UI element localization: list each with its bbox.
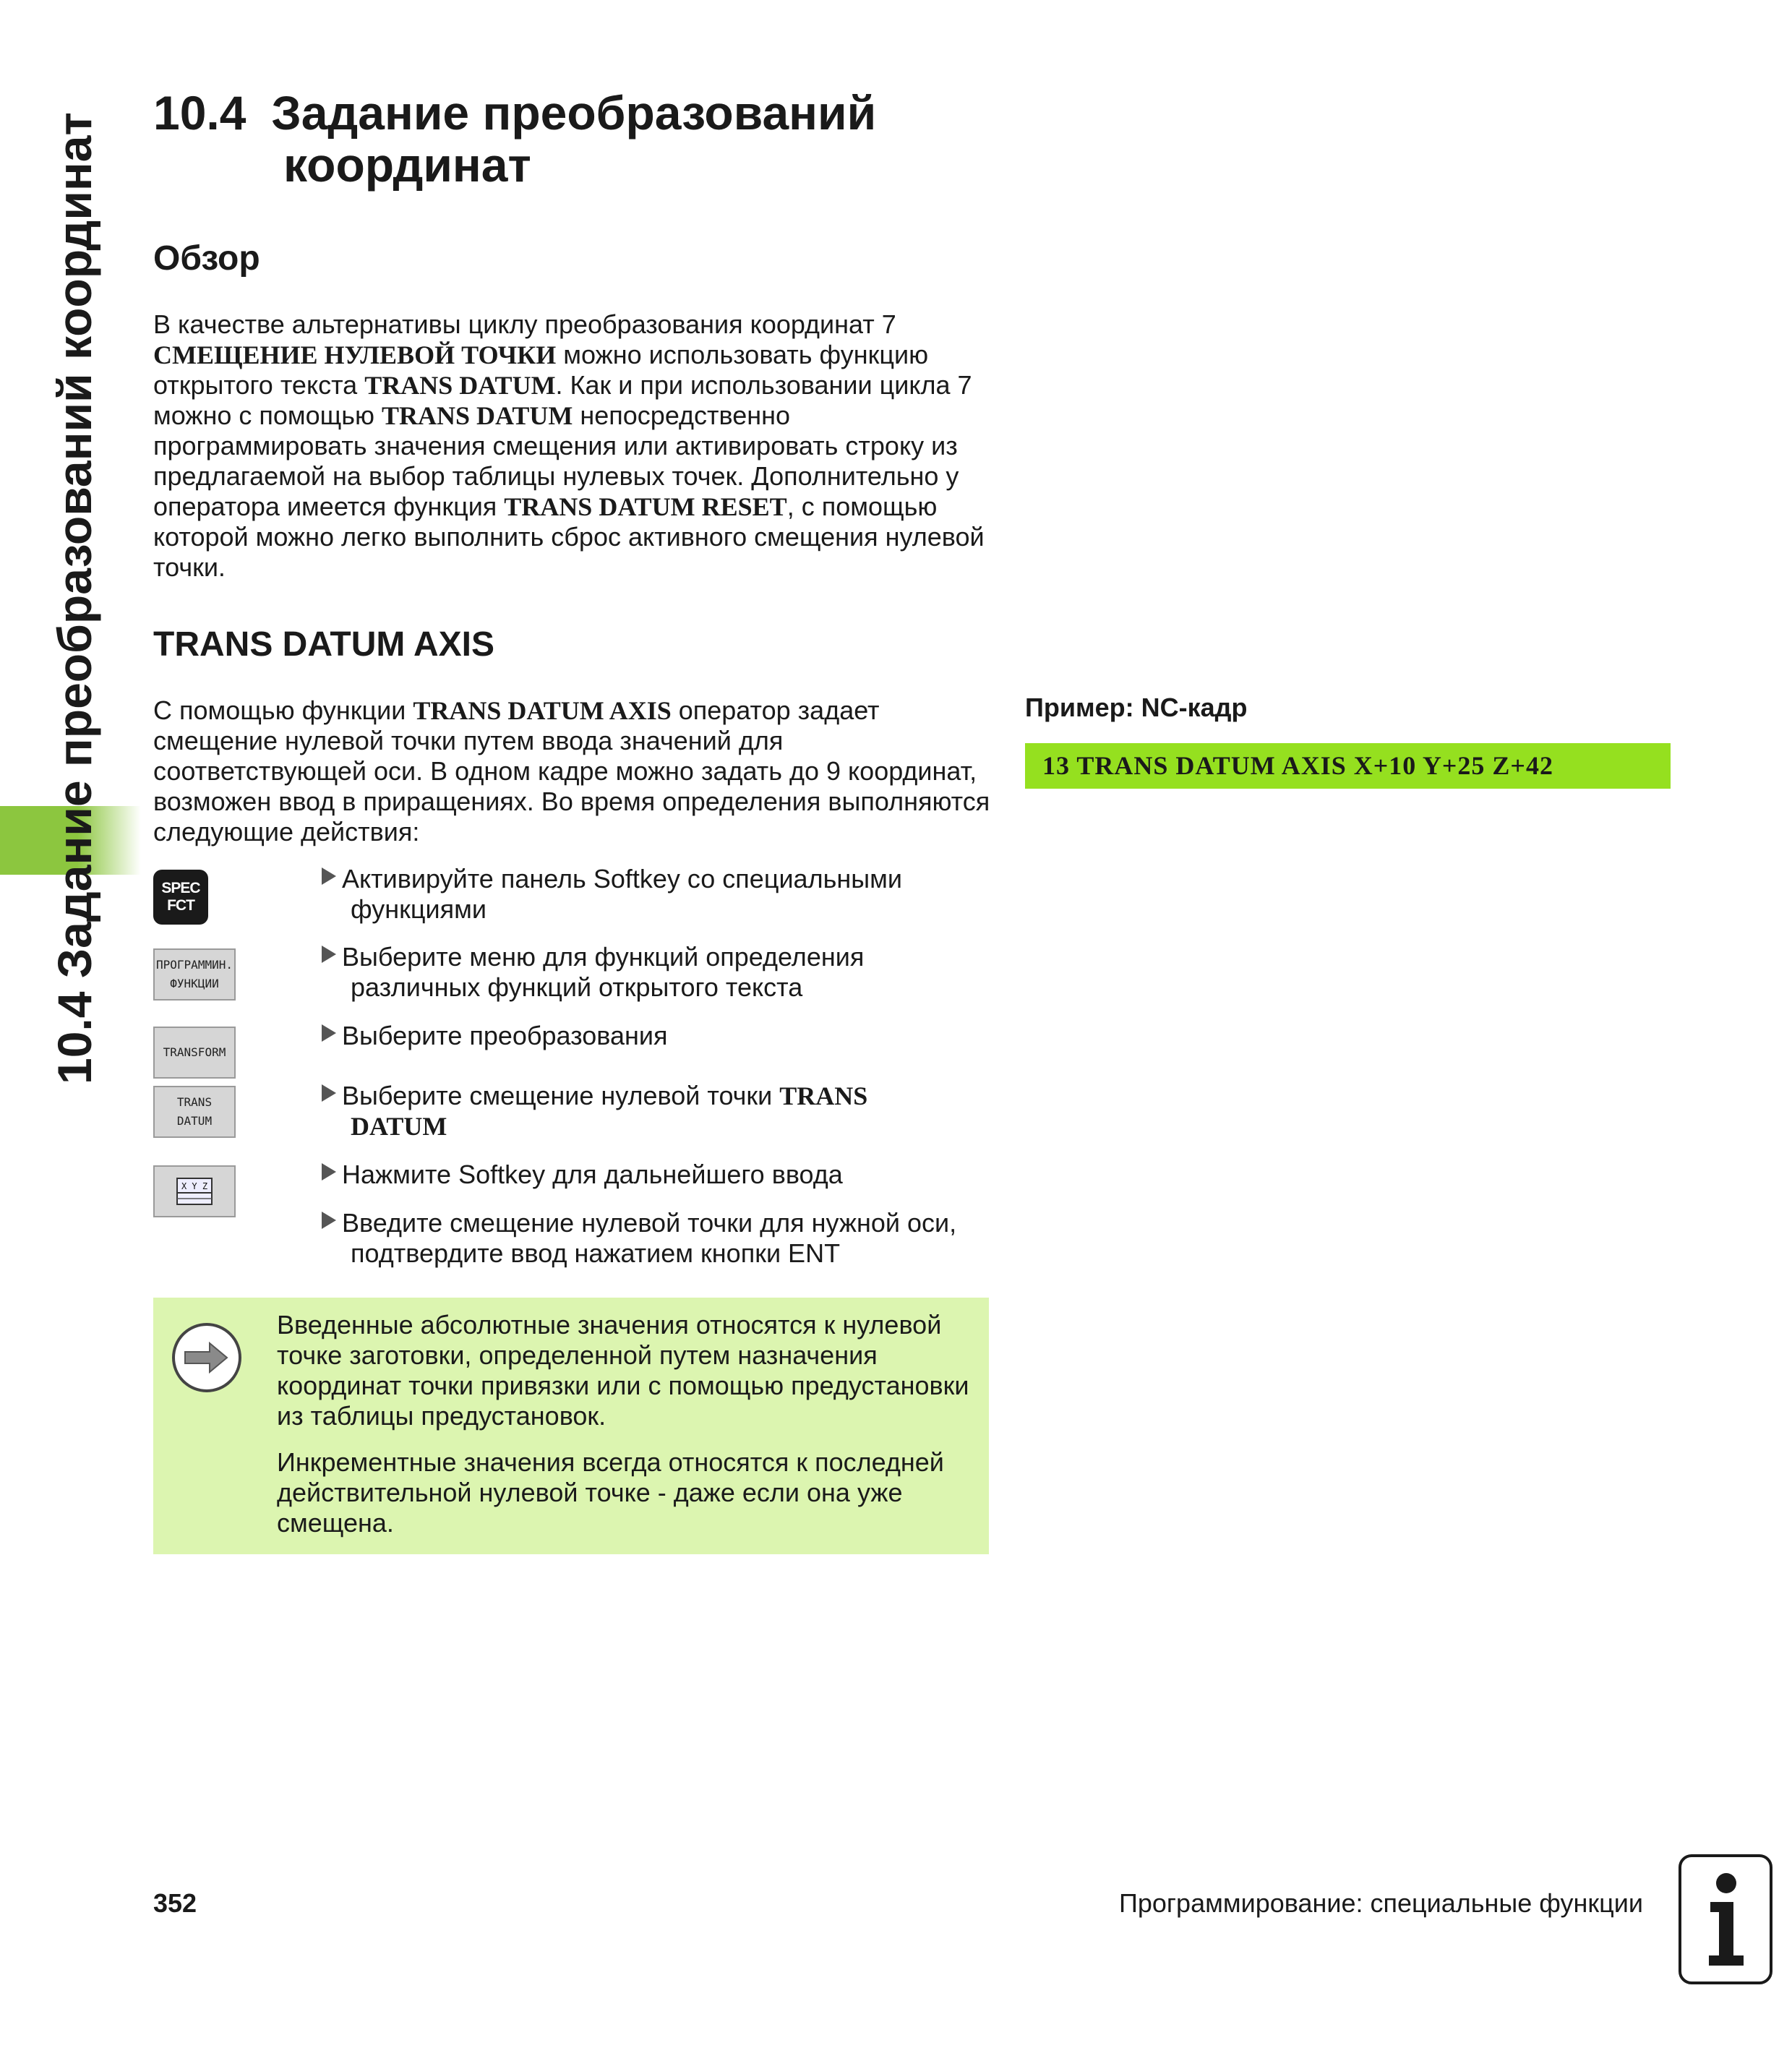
side-chapter-title: 10.4 Задание преобразований координат: [48, 112, 101, 1084]
transform-softkey[interactable]: [153, 1027, 236, 1079]
step-text: различных функций открытого текста: [351, 972, 803, 1002]
text-run: С помощью функции: [153, 695, 413, 725]
step-text: Выберите смещение нулевой точки: [342, 1081, 780, 1110]
triangle-right-icon: [322, 1084, 336, 1102]
step-text: Выберите преобразования: [342, 1021, 668, 1050]
triangle-right-icon: [322, 867, 336, 885]
step-text: Нажмите Softkey для дальнейшего ввода: [342, 1160, 843, 1189]
key-label: TRANSFORM: [163, 1045, 226, 1059]
text-run-bold: TRANS DATUM RESET: [504, 492, 787, 521]
triangle-right-icon: [322, 1024, 336, 1042]
step-4: [322, 1081, 1001, 1141]
spec-fct-key[interactable]: [153, 870, 208, 925]
step-text: Активируйте панель Softkey со специальными: [342, 864, 902, 894]
text-run: В качестве альтернативы циклу преобразования координат 7: [153, 309, 896, 339]
note-paragraph-1: Введенные абсолютные значения относятся к нулевой точке заготовки, определенной путем назначения координат точки привязки или с помощью предустановки из таблицы предустановок.: [277, 1310, 969, 1431]
note-paragraph-2: Инкрементные значения всегда относятся к последней действительной нулевой точке - даже если она уже смещена.: [277, 1447, 944, 1538]
key-label: X Y Z: [181, 1181, 208, 1191]
footer-title: Программирование: специальные функции: [1119, 1888, 1643, 1918]
trans-datum-axis-heading: TRANS DATUM AXIS: [153, 625, 494, 664]
key-label: SPEC: [161, 880, 200, 896]
step-text-bold: DATUM: [351, 1112, 447, 1141]
xyz-softkey[interactable]: [153, 1165, 236, 1217]
text-run: , с помощью которой можно легко выполнить сброс активного смещения нулевой точки.: [153, 492, 985, 582]
program-functions-softkey[interactable]: [153, 948, 236, 1001]
step-text: подтвердите ввод нажатием кнопки ENT: [351, 1238, 841, 1268]
chapter-number: 10.4: [153, 86, 246, 140]
text-run-bold: TRANS DATUM: [364, 371, 556, 400]
text-run: . Как и при использовании цикла 7 можно с помощью: [153, 370, 972, 430]
chapter-title-line1: Задание преобразований: [271, 86, 877, 140]
key-label: FCT: [167, 897, 194, 914]
step-1: [322, 864, 1001, 925]
text-run-bold: TRANS DATUM AXIS: [413, 696, 672, 725]
step-2: [322, 942, 1001, 1003]
text-run-bold: TRANS DATUM: [382, 401, 573, 430]
triangle-right-icon: [322, 1212, 336, 1229]
step-text-bold: TRANS: [779, 1081, 868, 1110]
step-text: функциями: [351, 894, 486, 924]
text-run: непосредственно программировать значения смещения или активировать строку из предлагаемой на выбор таблицы нулевых точек. Дополнительно у оператора имеется функция: [153, 400, 959, 521]
text-run: можно использовать функцию открытого текста: [153, 340, 929, 400]
step-5: [322, 1160, 1001, 1190]
key-label: ПРОГРАММИН.: [156, 958, 233, 972]
key-label: ФУНКЦИИ: [170, 977, 219, 990]
overview-heading: Обзор: [153, 239, 260, 278]
triangle-right-icon: [322, 1163, 336, 1181]
example-code-block: 13 TRANS DATUM AXIS X+10 Y+25 Z+42: [1025, 743, 1671, 789]
arrow-right-circle-icon: [172, 1323, 241, 1392]
text-run: оператор задает смещение нулевой точки путем ввода значений для соответствующей оси. В одном кадре можно задать до 9 координат, возможен ввод в приращениях. Во время определения выполняются следующие действия:: [153, 695, 990, 847]
text-run-bold: СМЕЩЕНИЕ НУЛЕВОЙ ТОЧКИ: [153, 340, 557, 369]
step-text: Введите смещение нулевой точки для нужной оси,: [342, 1208, 957, 1238]
axis-paragraph: [153, 695, 1003, 847]
info-icon: [1679, 1854, 1772, 1984]
chapter-title: [153, 87, 876, 191]
page-number: 352: [153, 1888, 197, 1918]
key-label: DATUM: [176, 1114, 213, 1128]
trans-datum-softkey[interactable]: [153, 1086, 236, 1138]
step-6: [322, 1208, 1001, 1269]
chapter-title-line2: координат: [283, 138, 531, 192]
overview-paragraph: [153, 309, 1003, 583]
xyz-grid-icon: [173, 1175, 216, 1207]
example-label: Пример: NC-кадр: [1025, 693, 1248, 722]
step-3: [322, 1021, 1001, 1051]
triangle-right-icon: [322, 946, 336, 963]
key-label: TRANS: [176, 1095, 213, 1109]
step-text: Выберите меню для функций определения: [342, 942, 865, 972]
